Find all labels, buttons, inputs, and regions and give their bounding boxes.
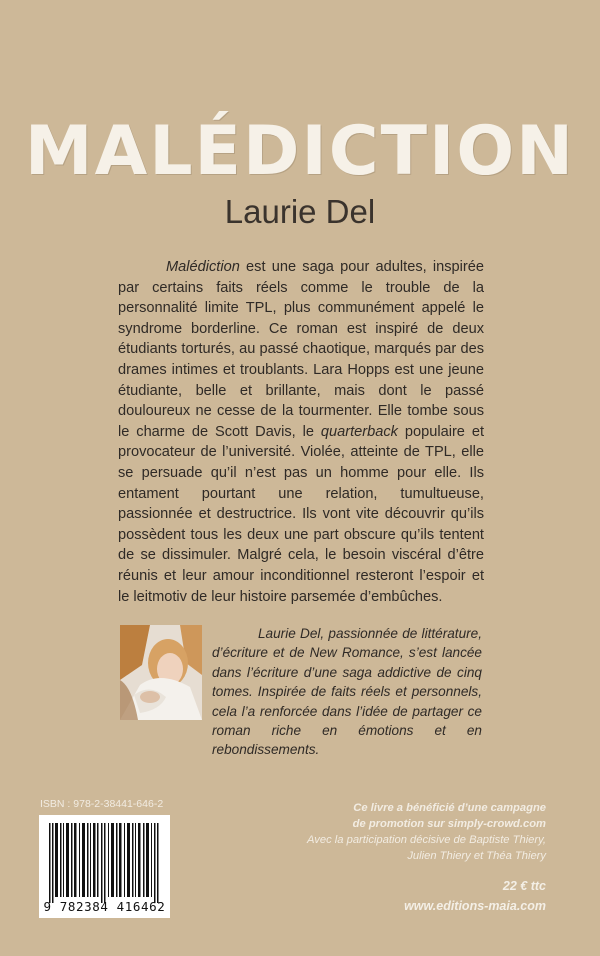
credits-line-1: Ce livre a bénéficié d’une campagne [353,802,546,814]
credits-line-3: Avec la participation décisive de Baptiste Thiery, [307,834,546,846]
credits [286,800,546,864]
credits-line-2: de promotion sur simply-crowd.com [352,818,546,830]
credits-line-4: Julien Thiery et Théa Thiery [407,850,546,862]
barcode-digits: 9 782384 416462 [43,899,166,914]
synopsis-part-2: populaire et provocateur de l’université. Violée, atteinte de TPL, elle se persuade qu’il n’est pas un homme pour elle. Ils entament pourtant une relation, tumultueuse, passionnée et destructrice. Ils vont vite découvrir qu’ils possèdent tous les deux une part obscure qu’ils tentent de se dissimuler. Malgré cela, le besoin viscéral d’être réunis et leur amour inconditionnel resteront l’espoir et le leitmotiv de leur histoire parsemée d’embûches. [118,423,485,605]
price: 22 € ttc [502,879,546,893]
publisher-website: www.editions-maia.com [404,899,546,913]
synopsis-part-1: est une saga pour adultes, inspirée par certains faits réels comme le trouble de la personnalité limite TPL, plus communément appelé le syndrome borderline. Ce roman est inspiré de deux étudiants torturés, au passé chaotique, marqués par des drames intimes et troublants. Lara Hopps est une jeune étudiante, belle et brillante, mais dont le passé douloureux ne cesse de la tourmenter. Elle tombe sous le charme de Scott Davis, le [118,259,484,440]
synopsis-quarterback-italic: quarterback [320,423,398,440]
barcode [39,815,170,918]
author-bio: Laurie Del, passionnée de littérature, d’écriture et de New Romance, s’est lancée dans l’écriture d’une saga addictive de cinq tomes. Inspirée de faits réels et personnels, cela l’a renforcée dans l’idée de partager ce roman riche en émotions et en rebondissements. [212,626,482,758]
author-photo-illustration [120,625,202,720]
author-name: Laurie Del [224,193,376,230]
synopsis-title-italic: Malédiction [166,259,240,275]
isbn-label: ISBN : 978-2-38441-646-2 [40,798,164,810]
book-title: MALÉDICTION [24,112,576,191]
author-photo [120,625,202,720]
synopsis-text [118,257,484,607]
